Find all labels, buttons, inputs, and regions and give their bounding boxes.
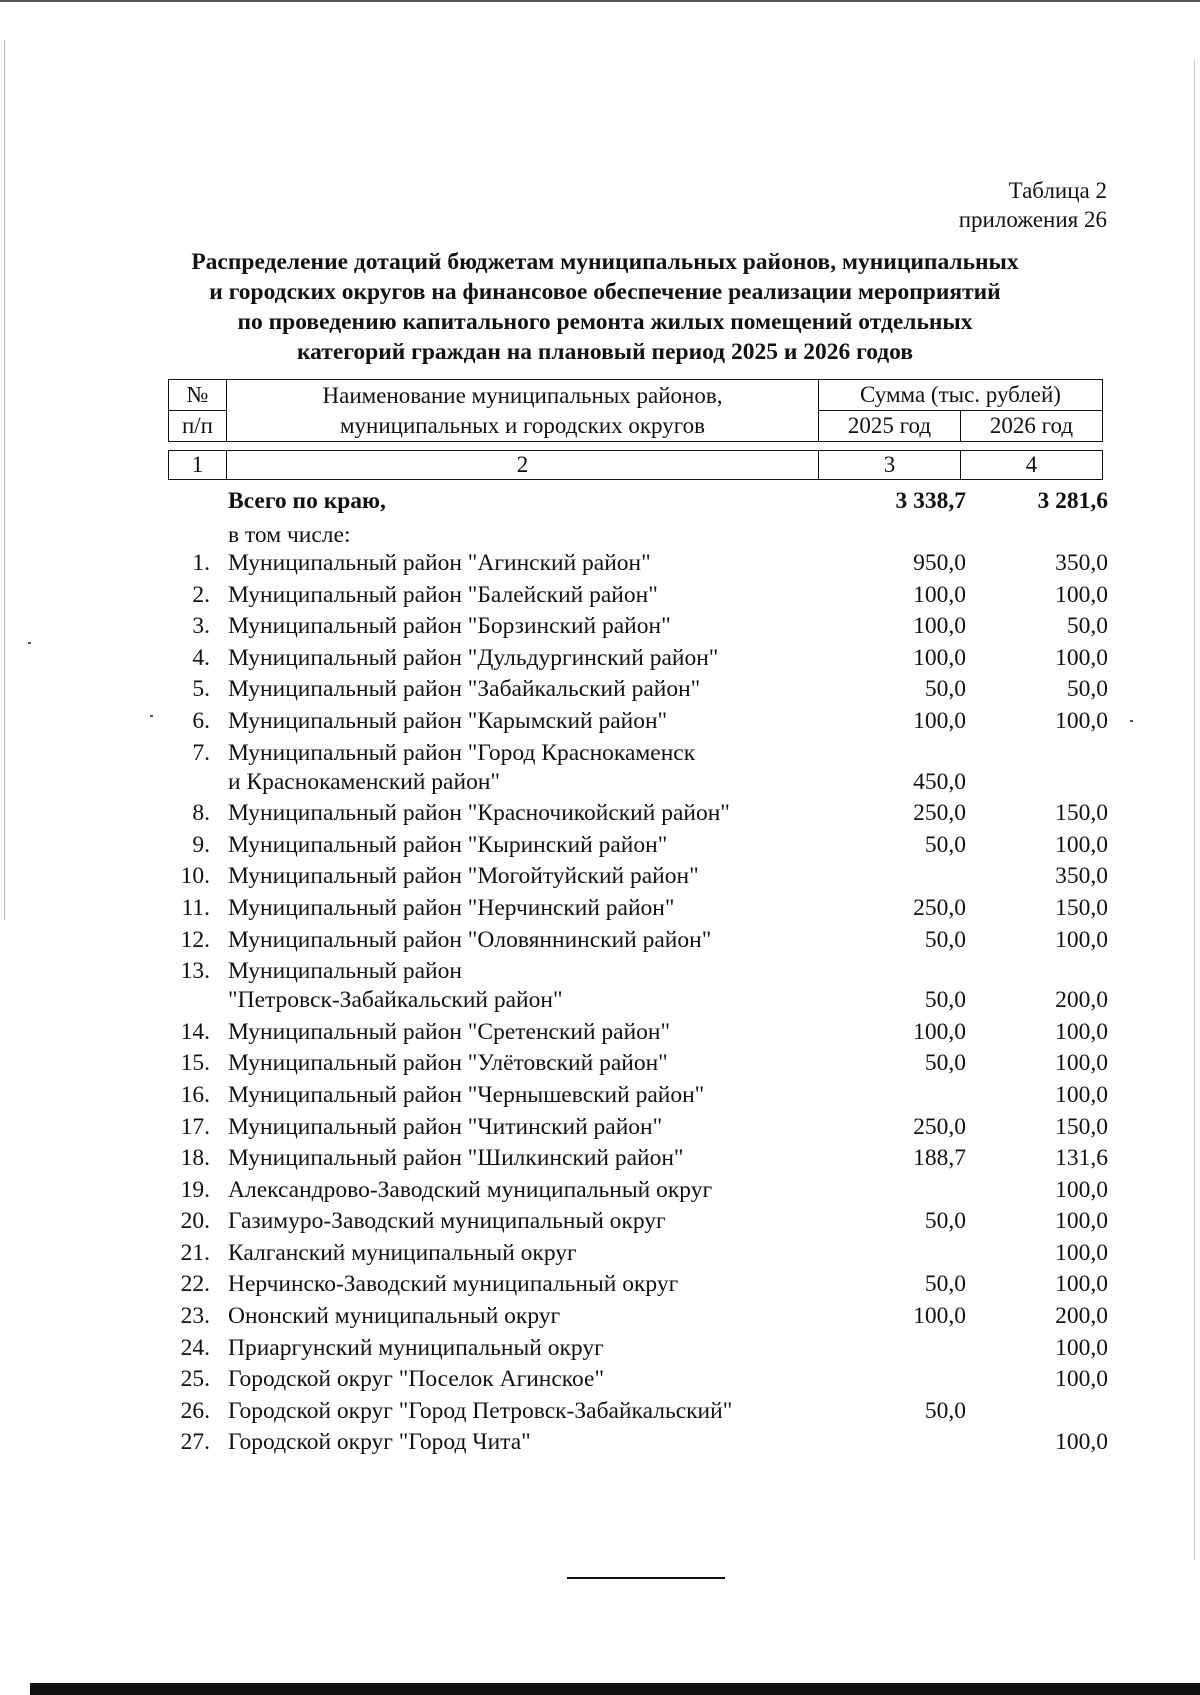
row-name-line: Калганский муниципальный округ <box>228 1239 577 1266</box>
row-value-2026: 100,0 <box>1055 1271 1108 1298</box>
row-name <box>228 863 788 892</box>
row-name-line: Муниципальный район "Кыринский район" <box>228 831 668 858</box>
scan-edge-top <box>0 0 1200 2</box>
table-row <box>168 613 1108 645</box>
title-line: категорий граждан на плановый период 2025 и 2026 годов <box>296 339 914 365</box>
row-name-line: Александрово-Заводский муниципальный округ <box>228 1176 713 1203</box>
row-value-2026: 150,0 <box>1055 800 1108 827</box>
row-value-2025: 188,7 <box>913 1145 966 1172</box>
row-name-line: Нерчинско-Заводский муниципальный округ <box>228 1271 679 1298</box>
row-value-2025: 50,0 <box>924 1271 966 1298</box>
table-row <box>168 863 1108 895</box>
row-number: 9. <box>192 831 210 858</box>
end-divider <box>567 1577 725 1579</box>
row-name-line: Муниципальный район "Улётовский район" <box>228 1050 668 1077</box>
row-value-2026: 131,6 <box>1055 1145 1108 1172</box>
table-row <box>168 1398 1108 1430</box>
table-row <box>168 927 1108 959</box>
title-line: по проведению капитального ремонта жилых помещений отдельных <box>237 309 973 335</box>
row-value-2026: 100,0 <box>1055 1334 1108 1361</box>
row-name-line: Муниципальный район "Оловяннинский район" <box>228 926 712 953</box>
column-index: 4 <box>961 451 1103 480</box>
row-name <box>228 1303 788 1332</box>
row-name <box>228 582 788 611</box>
row-name <box>228 1335 788 1364</box>
appendix-table-label: Таблица 2 <box>1008 178 1107 203</box>
row-name-line: Городской округ "Поселок Агинское" <box>228 1366 605 1393</box>
table-row <box>168 832 1108 864</box>
row-name-line: Газимуро-Заводский муниципальный округ <box>228 1208 666 1235</box>
row-number: 23. <box>180 1303 210 1330</box>
row-name-line: Муниципальный район <box>228 958 462 985</box>
including-row <box>168 518 1108 550</box>
scan-edge-left <box>4 40 5 920</box>
row-value-2025: 50,0 <box>924 1397 966 1424</box>
row-number: 18. <box>180 1145 210 1172</box>
table-row <box>168 550 1108 582</box>
row-value-2026: 200,0 <box>1055 1303 1108 1330</box>
column-index: 1 <box>169 451 227 480</box>
row-name <box>228 800 788 829</box>
row-value-2025: 100,0 <box>913 644 966 671</box>
row-value-2026: 100,0 <box>1055 1018 1108 1045</box>
header-name-line: Наименование муниципальных районов, <box>322 382 723 408</box>
row-value-2025: 100,0 <box>913 613 966 640</box>
table-row <box>168 1082 1108 1114</box>
scan-speck <box>150 715 153 717</box>
row-number: 6. <box>192 707 210 734</box>
header-name-line: муниципальных и городских округов <box>340 412 705 438</box>
row-value-2026: 100,0 <box>1055 644 1108 671</box>
row-value-2026: 150,0 <box>1055 1113 1108 1140</box>
row-name <box>228 1208 788 1237</box>
row-name <box>228 1145 788 1174</box>
row-name-line: Муниципальный район "Красночикойский район" <box>228 800 730 827</box>
row-name <box>228 1114 788 1143</box>
row-number: 20. <box>180 1208 210 1235</box>
row-value-2026: 100,0 <box>1055 1081 1108 1108</box>
table-row <box>168 800 1108 832</box>
row-number: 2. <box>192 581 210 608</box>
table-row <box>168 1303 1108 1335</box>
table-row <box>168 958 1108 1019</box>
row-value-2026: 200,0 <box>1055 987 1108 1014</box>
row-number: 21. <box>180 1239 210 1266</box>
table-row <box>168 1050 1108 1082</box>
row-value-2025: 100,0 <box>913 1303 966 1330</box>
row-name <box>228 1429 788 1458</box>
row-name <box>228 1082 788 1111</box>
row-name-line: Муниципальный район "Шилкинский район" <box>228 1145 684 1172</box>
row-number: 17. <box>180 1113 210 1140</box>
header-year-2025: 2025 год <box>819 411 961 442</box>
row-name <box>228 676 788 705</box>
row-name-line: Городской округ "Город Чита" <box>228 1429 531 1456</box>
appendix-number-label: приложения 26 <box>958 207 1107 232</box>
row-value-2026: 100,0 <box>1055 581 1108 608</box>
row-name-line: Муниципальный район "Агинский район" <box>228 550 651 576</box>
row-name <box>228 613 788 642</box>
row-name <box>228 895 788 924</box>
title-line: и городских округов на финансовое обеспечение реализации мероприятий <box>209 279 1001 305</box>
row-name <box>228 1271 788 1300</box>
table-row <box>168 708 1108 740</box>
total-label: Всего по краю, <box>228 488 386 514</box>
row-number: 24. <box>180 1334 210 1361</box>
row-value-2026: 100,0 <box>1055 707 1108 734</box>
row-number: 19. <box>180 1176 210 1203</box>
row-value-2026: 350,0 <box>1055 550 1108 576</box>
row-value-2025: 100,0 <box>913 581 966 608</box>
table-row <box>168 1429 1108 1461</box>
row-number: 25. <box>180 1366 210 1393</box>
table-row <box>168 895 1108 927</box>
row-name-line: Муниципальный район "Забайкальский район" <box>228 676 701 703</box>
table-row <box>168 740 1108 801</box>
header-num-top: № <box>169 380 227 411</box>
row-value-2025: 50,0 <box>924 831 966 858</box>
scan-edge-right <box>1194 60 1195 1560</box>
table-row <box>168 1145 1108 1177</box>
row-value-2025: 250,0 <box>913 800 966 827</box>
including-label: в том числе: <box>228 522 351 548</box>
row-number: 12. <box>180 926 210 953</box>
row-value-2026: 50,0 <box>1066 676 1108 703</box>
table-row <box>168 676 1108 708</box>
row-name-line: Муниципальный район "Читинский район" <box>228 1113 663 1140</box>
row-name-line: Ононский муниципальный округ <box>228 1303 561 1330</box>
appendix-note <box>959 176 1107 234</box>
table-row <box>168 582 1108 614</box>
row-number: 4. <box>192 644 210 671</box>
row-name <box>228 1019 788 1048</box>
row-name <box>228 927 788 956</box>
row-value-2026: 150,0 <box>1055 894 1108 921</box>
row-value-2026: 100,0 <box>1055 1429 1108 1456</box>
row-name <box>228 708 788 737</box>
column-index: 2 <box>227 451 819 480</box>
row-value-2026: 100,0 <box>1055 1208 1108 1235</box>
table-body <box>168 486 1108 1461</box>
row-name-line: и Краснокаменский район" <box>228 768 500 795</box>
row-number: 5. <box>192 676 210 703</box>
row-name <box>228 1050 788 1079</box>
row-number: 8. <box>192 800 210 827</box>
row-value-2026: 100,0 <box>1055 1176 1108 1203</box>
scan-edge-bottom <box>30 1683 1200 1695</box>
header-name <box>227 380 819 442</box>
row-value-2025: 950,0 <box>913 550 966 576</box>
row-name <box>228 1366 788 1395</box>
scan-speck <box>1130 720 1133 722</box>
header-year-2026: 2026 год <box>961 411 1103 442</box>
title-line: Распределение дотаций бюджетам муниципальных районов, муниципальных <box>191 249 1019 275</box>
total-2025: 3 338,7 <box>895 488 966 514</box>
row-value-2026: 100,0 <box>1055 831 1108 858</box>
row-number: 14. <box>180 1018 210 1045</box>
row-name-line: Приаргунский муниципальный округ <box>228 1334 604 1361</box>
row-number: 11. <box>181 894 210 921</box>
table-row <box>168 1366 1108 1398</box>
row-name-line: Муниципальный район "Город Краснокаменск <box>228 739 696 766</box>
row-value-2026: 350,0 <box>1055 863 1108 890</box>
row-name <box>228 1177 788 1206</box>
column-index-row <box>168 450 1103 480</box>
row-value-2025: 50,0 <box>924 987 966 1014</box>
total-row <box>168 486 1108 518</box>
row-value-2025: 250,0 <box>913 1113 966 1140</box>
row-value-2025: 50,0 <box>924 1208 966 1235</box>
table-row <box>168 1335 1108 1367</box>
row-name <box>228 832 788 861</box>
scan-speck <box>28 642 31 644</box>
row-value-2026: 50,0 <box>1066 613 1108 640</box>
table-row <box>168 1019 1108 1051</box>
row-value-2026: 100,0 <box>1055 926 1108 953</box>
row-number: 1. <box>192 550 210 576</box>
table-row <box>168 1114 1108 1146</box>
table-header <box>168 379 1103 442</box>
row-number: 7. <box>192 739 210 766</box>
row-name-line: "Петровск-Забайкальский район" <box>228 987 563 1014</box>
row-number: 26. <box>180 1397 210 1424</box>
column-index: 3 <box>819 451 961 480</box>
table-row <box>168 1177 1108 1209</box>
row-name-line: Муниципальный район "Чернышевский район" <box>228 1081 705 1108</box>
row-name <box>228 550 788 579</box>
row-name-line: Муниципальный район "Нерчинский район" <box>228 894 675 921</box>
row-name-line: Муниципальный район "Борзинский район" <box>228 613 671 640</box>
row-value-2025: 450,0 <box>913 768 966 795</box>
row-number: 13. <box>180 958 210 985</box>
row-value-2025: 100,0 <box>913 707 966 734</box>
row-name-line: Муниципальный район "Могойтуйский район" <box>228 863 699 890</box>
table-row <box>168 1208 1108 1240</box>
table-row <box>168 1240 1108 1272</box>
document-title <box>150 247 1060 367</box>
row-number: 27. <box>180 1429 210 1456</box>
row-value-2025: 50,0 <box>924 1050 966 1077</box>
row-name-line: Муниципальный район "Сретенский район" <box>228 1018 671 1045</box>
total-2026: 3 281,6 <box>1037 488 1108 514</box>
row-number: 16. <box>180 1081 210 1108</box>
row-name <box>228 645 788 674</box>
row-value-2026: 100,0 <box>1055 1050 1108 1077</box>
row-name-line: Муниципальный район "Балейский район" <box>228 581 658 608</box>
row-value-2025: 100,0 <box>913 1018 966 1045</box>
row-number: 22. <box>180 1271 210 1298</box>
header-num-bottom: п/п <box>169 411 227 442</box>
row-name <box>228 958 788 1016</box>
table-row <box>168 1271 1108 1303</box>
row-name <box>228 1398 788 1427</box>
row-name-line: Муниципальный район "Карымский район" <box>228 707 668 734</box>
row-name-line: Городской округ "Город Петровск-Забайкальский" <box>228 1397 733 1424</box>
row-value-2025: 50,0 <box>924 926 966 953</box>
row-number: 15. <box>180 1050 210 1077</box>
row-value-2025: 250,0 <box>913 894 966 921</box>
row-name <box>228 1240 788 1269</box>
row-number: 10. <box>180 863 210 890</box>
header-sum: Сумма (тыс. рублей) <box>819 380 1103 411</box>
table-row <box>168 645 1108 677</box>
row-name-line: Муниципальный район "Дульдургинский район" <box>228 644 719 671</box>
row-value-2025: 50,0 <box>924 676 966 703</box>
row-value-2026: 100,0 <box>1055 1239 1108 1266</box>
row-number: 3. <box>192 613 210 640</box>
row-name <box>228 740 788 798</box>
row-value-2026: 100,0 <box>1055 1366 1108 1393</box>
